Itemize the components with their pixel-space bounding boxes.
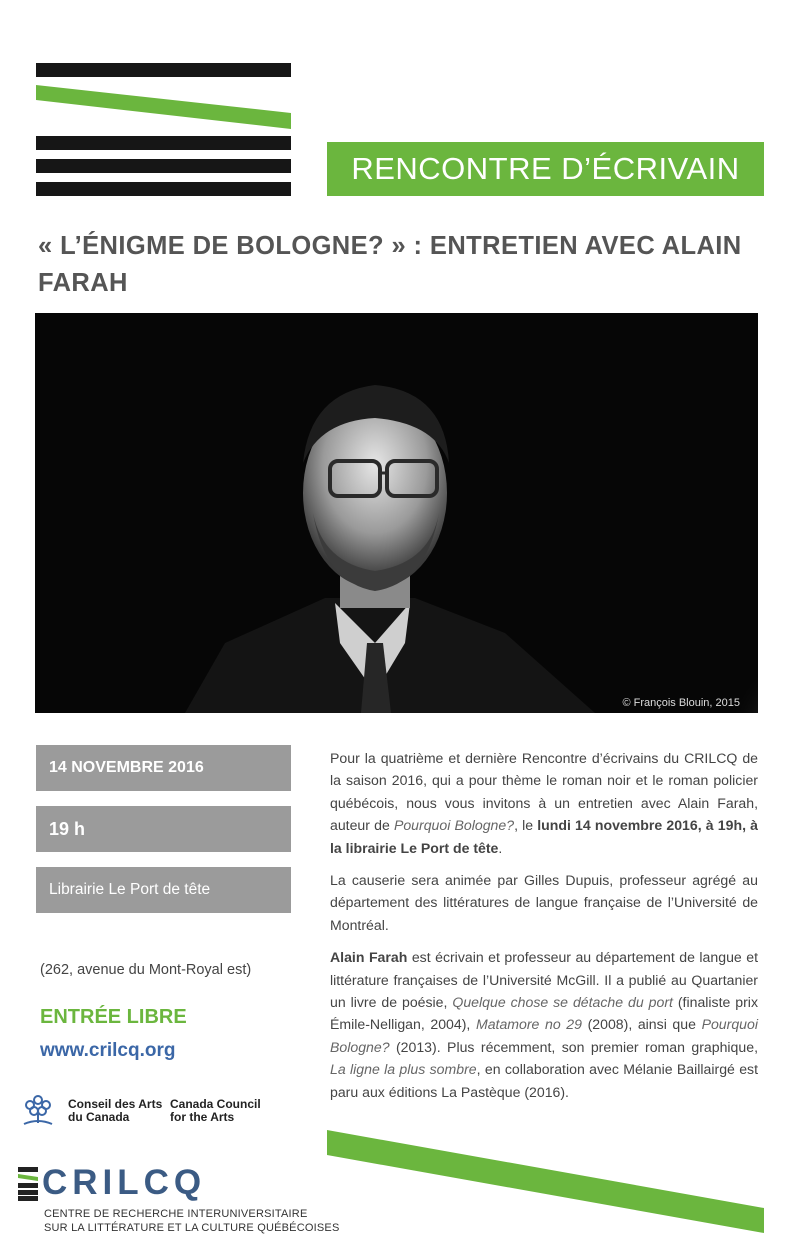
author-portrait <box>35 313 758 713</box>
crilcq-wordmark: CRILCQ <box>42 1163 207 1202</box>
description-paragraph: Pour la quatrième et dernière Rencontre d’écrivains du CRILCQ de la saison 2016, qui a pour thème le roman noir et le roman policier québécois, nous vous invitons à un entretien avec Alain Farah, auteur de Pourquoi Bologne?, le lundi 14 novembre 2016, à 19h, à la librairie Le Port de tête. <box>330 750 758 856</box>
event-venue: Librairie Le Port de tête <box>36 867 291 913</box>
footer-green-slash <box>327 1130 764 1233</box>
book-title: Pourquoi Bologne? <box>393 817 515 834</box>
description-paragraph: Alain Farah est écrivain et professeur au département de langue et littérature françaises de l’Université McGill. Il a publié au Quartanier un livre de poésie, Quelque chose se détache du port (finaliste prix Émile-Nelligan, 2004), Matamore no 29 (2008), ainsi que Pourquoi Bologne? (2013). Plus récemment, son premier roman graphique, La ligne la plus sombre, en collaboration avec Mélanie Baillairgé est paru aux éditions La Pastèque (2016). <box>330 949 759 1100</box>
book-title: Matamore no 29 <box>475 1016 582 1033</box>
council-name-fr: Conseil des Arts du Canada <box>68 1097 163 1124</box>
photo-credit: © François Blouin, 2015 <box>622 697 740 709</box>
description-paragraph: La causerie sera animée par Gilles Dupuis, professeur agrégé au département des littératures de langue française de l’Université de Montréal. <box>330 872 758 933</box>
admission-note: ENTRÉE LIBRE <box>40 1006 187 1028</box>
crilcq-logo <box>18 1163 348 1233</box>
event-date: 14 NOVEMBRE 2016 <box>36 745 291 791</box>
header-stripe <box>36 136 291 150</box>
event-time: 19 h <box>36 806 291 852</box>
event-type-banner: RENCONTRE D’ÉCRIVAIN <box>327 142 764 196</box>
portrait-illustration <box>35 313 758 713</box>
venue-address: (262, avenue du Mont-Royal est) <box>40 962 252 978</box>
header-green-slash <box>36 85 291 129</box>
header-stripe <box>36 182 291 196</box>
book-title: La ligne la plus sombre <box>330 1061 477 1078</box>
book-title: Pourquoi Bologne? <box>330 1016 758 1055</box>
event-datetime-emphasis: lundi 14 novembre 2016, à 19h, à la librairie Le Port de tête <box>330 817 758 856</box>
header-stripe <box>36 63 291 77</box>
event-title: « L’ÉNIGME DE BOLOGNE? » : ENTRETIEN AVEC ALAIN FARAH <box>38 232 742 297</box>
book-title: Quelque chose se détache du port <box>452 994 673 1011</box>
website-link[interactable]: www.crilcq.org <box>40 1040 176 1061</box>
council-name-en: Canada Council for the Arts <box>170 1097 261 1124</box>
header-stripe <box>36 159 291 173</box>
council-tree-icon <box>20 1092 56 1128</box>
crilcq-full-name: CENTRE DE RECHERCHE INTERUNIVERSITAIRE SUR LA LITTÉRATURE ET LA CULTURE QUÉBÉCOISES <box>44 1208 340 1234</box>
event-description <box>330 747 758 1113</box>
crilcq-stripes-icon <box>18 1167 38 1201</box>
author-name: Alain Farah <box>330 949 408 966</box>
canada-council-logo <box>20 1090 320 1130</box>
